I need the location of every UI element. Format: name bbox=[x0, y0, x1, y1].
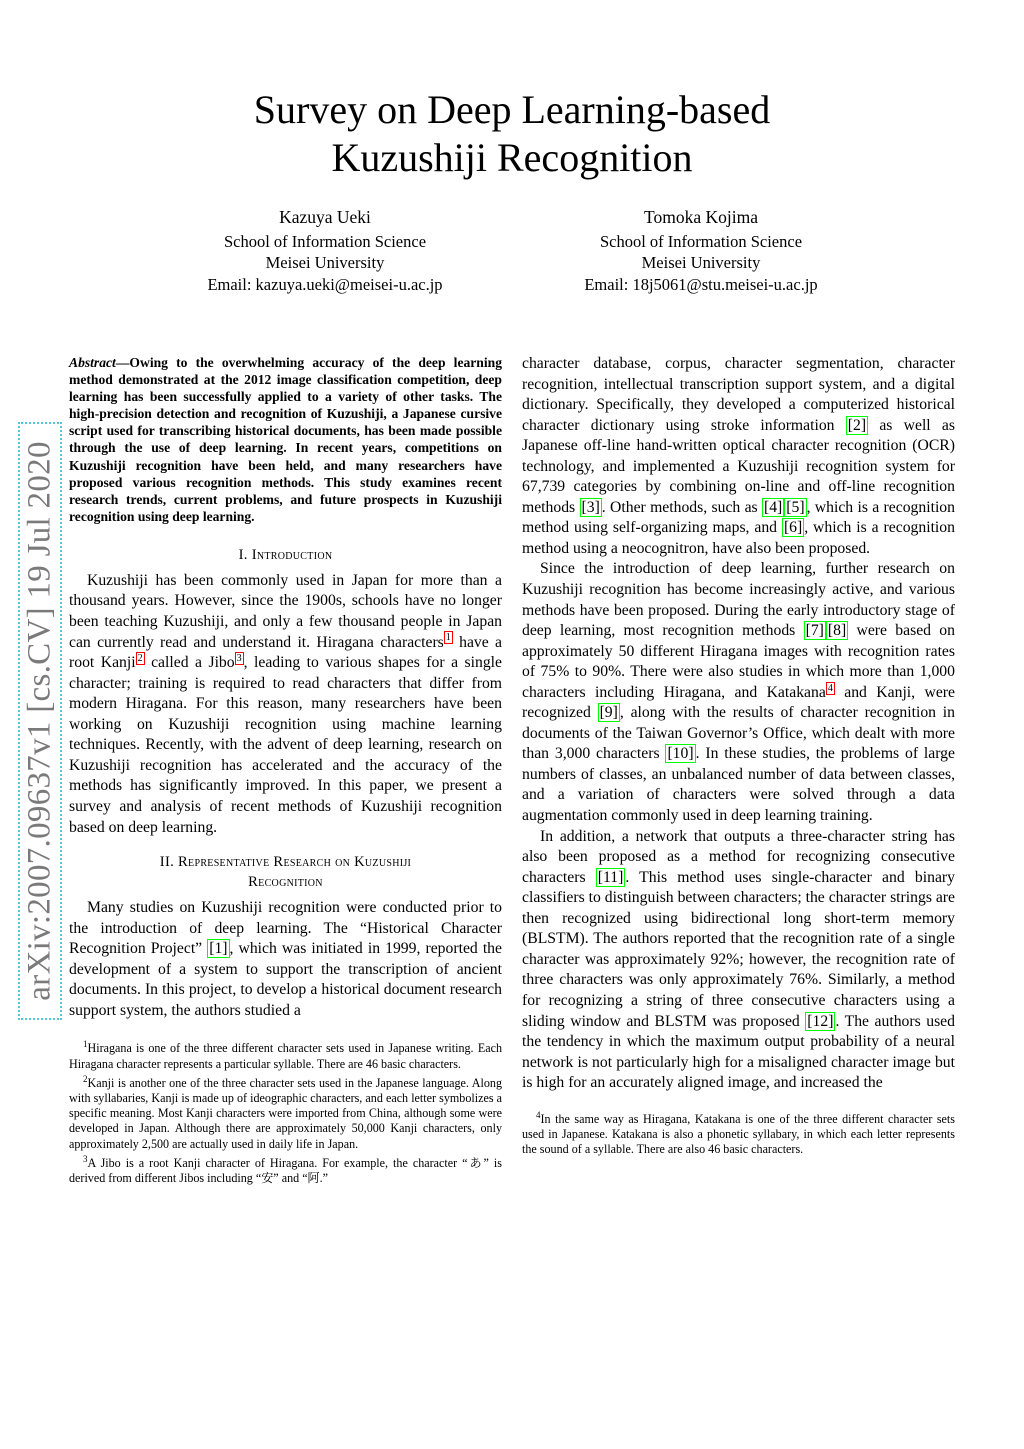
left-column bbox=[69, 354, 502, 1186]
arxiv-stamp[interactable] bbox=[18, 422, 64, 1022]
right-paragraph-1: character database, corpus, character segmentation, character recognition, intellectual transcription support system, and a digital dictionary. Specifically, they developed a computerized historical character dictionary using stroke information [2] as well as Japanese off-line hand-written optical character recognition (OCR) technology, and implemented a Kuzushiji recognition system for 67,739 categories by combining on-line and off-line recognition methods [3] . Other methods, such as [4] [5] , which is a recognition method using self-organizing maps, and [6] , which is a recognition method using a neocognitron, have also been proposed. bbox=[522, 355, 955, 557]
footnote-link-4[interactable]: 4 bbox=[827, 682, 833, 694]
footnote-2: $^2$Kanji is another one of the three character sets used in the Japanese language. Along with syllabaries, Kanji is made up of ideographic characters, and each letter symbolizes a specific meaning. Most Kanji characters were imported from China, although some were developed in Japan. Although there are approximately 50,000 Kanji characters, only approximately 2,500 are actually used in daily life in Japan. bbox=[69, 1073, 502, 1151]
citation-link-2[interactable]: [2] bbox=[847, 416, 867, 434]
title-line-1: Survey on Deep Learning-based bbox=[253, 87, 771, 132]
footnote-4: $^4$In the same way as Hiragana, Katakana is one of the three different character sets used in Japanese. Katakana is also a phonetic syllabary, in which each letter represents the sound of a syllable. There are also 46 basic characters. bbox=[522, 1109, 955, 1157]
citation-link-7[interactable]: [7] bbox=[805, 622, 824, 640]
citation-link-3[interactable]: [3] bbox=[581, 498, 600, 516]
citation-link-5[interactable]: [5] bbox=[786, 498, 805, 516]
author-univ: Meisei University bbox=[641, 253, 761, 272]
right-paragraph-2: Since the introduction of deep learning, further research on Kuzushiji recognition has become increasingly active, and various methods have been proposed. During the early introductory stage of deep learning, most recognition methods [7] [8] were based on approximately 50 different Hiragana images with recognition rates of 75% to 90%. There were also studies in which more than 1,000 characters including Hiragana, and Katakana $^4$ and Kanji, were recognized [9] , along with the results of character recognition in documents of the Taiwan Governor’s Office, which dealt with more than 3,000 characters [10] . In these studies, the problems of large numbers of classes, an unbalanced number of data between classes, and a variation of characters were solved through a data augmentation commonly used in deep learning training. bbox=[522, 560, 955, 825]
author-dept: School of Information Science bbox=[223, 231, 427, 251]
representative-paragraph: Many studies on Kuzushiji recognition were conducted prior to the introduction of deep learning. The “Historical Character Recognition Project” [1] , which was initiated in 1999, reported the development of a system to support the transcription of ancient documents. In this project, to develop a historical document research support system, the authors studied a bbox=[69, 899, 502, 1019]
author-email: Email: 18j5061@stu.meisei-u.ac.jp bbox=[584, 274, 818, 294]
author-univ: Meisei University bbox=[265, 253, 385, 272]
author-name: Tomoka Kojima bbox=[644, 207, 758, 227]
author-block-1 bbox=[145, 207, 505, 295]
right-column bbox=[522, 354, 955, 1157]
citation-link-8[interactable]: [8] bbox=[827, 622, 847, 640]
section-heading-introduction: I. Introduction bbox=[238, 546, 333, 563]
footnotes-right bbox=[522, 1108, 955, 1158]
abstract-text: —Owing to the overwhelming accuracy of the deep learning method demonstrated at the 2012 image classification competition, deep learning has been successfully applied to a variety of other tasks. The high-precision detection and recognition of Kuzushiji, a Japanese cursive script used for transcribing historical documents, has been made possible through the use of deep learning. In recent years, competitions on Kuzushiji recognition have been held, and many researchers have proposed various recognition methods. This study examines recent research trends, current problems, and future prospects in Kuzushiji recognition using deep learning. bbox=[69, 355, 502, 524]
right-paragraph-3: In addition, a network that outputs a three-character string has also been proposed as a method for recognizing consecutive characters [11] . This method uses single-character and binary classifiers to distinguish between characters; the character strings are then recognized using bidirectional long short-term memory (BLSTM). The authors reported that the recognition rate of a single character was approximately 92%; however, the recognition rate of three characters was only approximately 76%. Similarly, a method for recognizing a string of three consecutive characters using a sliding window and BLSTM was proposed [12] . The authors used the tendency in which the maximum output probability of a neural network is not particularly high for a misaligned character image but is high for an accurately aligned image, and increased the bbox=[522, 827, 955, 1092]
citation-link-10[interactable]: [10] bbox=[667, 745, 694, 763]
arxiv-stamp-text: arXiv:2007.09637v1 [cs.CV] 19 Jul 2020 bbox=[21, 441, 58, 1001]
author-email: Email: kazuya.ueki@meisei-u.ac.jp bbox=[207, 274, 443, 294]
footnote-3: $^3$A Jibo is a root Kanji character of Hiragana. For example, the character “あ” is derived from different Jibos including “安” and “阿.” bbox=[69, 1153, 502, 1186]
footnote-1: $^1$Hiragana is one of the three different character sets used in Japanese writing. Each Hiragana character represents a particular syllable. There are 46 basic characters. bbox=[69, 1039, 502, 1071]
citation-link-12[interactable]: [12] bbox=[807, 1012, 834, 1030]
title-line-2: Kuzushiji Recognition bbox=[331, 135, 693, 180]
intro-paragraph: Kuzushiji has been commonly used in Japan for more than a thousand years. However, since the 1900s, schools have no longer been teaching Kuzushiji, and only a few thousand people in Japan can currently read and understand it. Hiragana characters $^1$ have a root Kanji $^2$ called a Jibo $^3$ , leading to various shapes for a single character; training is required to read characters that differ from modern Hiragana. For this reason, many researchers have been working on Kuzushiji recognition using machine learning techniques. Recently, with the advent of deep learning, research on Kuzushiji recognition has accelerated and the accuracy of the methods has significantly improved. In this paper, we present a survey and analysis of recent methods of Kuzushiji recognition based on deep learning. bbox=[69, 571, 502, 836]
citation-link-4[interactable]: [4] bbox=[763, 498, 783, 516]
author-block-2 bbox=[521, 207, 881, 295]
citation-link-9[interactable]: [9] bbox=[599, 704, 618, 722]
citation-link-6[interactable]: [6] bbox=[783, 519, 803, 537]
author-dept: School of Information Science bbox=[599, 231, 803, 251]
paper-title bbox=[0, 86, 1024, 182]
section-heading-representative-research: II. Representative Research on Kuzushiji Recognition bbox=[159, 854, 412, 891]
citation-link-11[interactable]: [11] bbox=[597, 868, 624, 886]
footnotes-left bbox=[69, 1037, 502, 1186]
author-name: Kazuya Ueki bbox=[279, 207, 371, 227]
abstract bbox=[69, 354, 502, 525]
footnote-link-3[interactable]: 3 bbox=[236, 652, 242, 664]
footnote-link-2[interactable]: 2 bbox=[137, 652, 143, 664]
abstract-label: Abstract bbox=[69, 355, 116, 370]
footnote-link-1[interactable]: 1 bbox=[445, 632, 451, 644]
citation-link-1[interactable]: [1] bbox=[209, 940, 228, 958]
